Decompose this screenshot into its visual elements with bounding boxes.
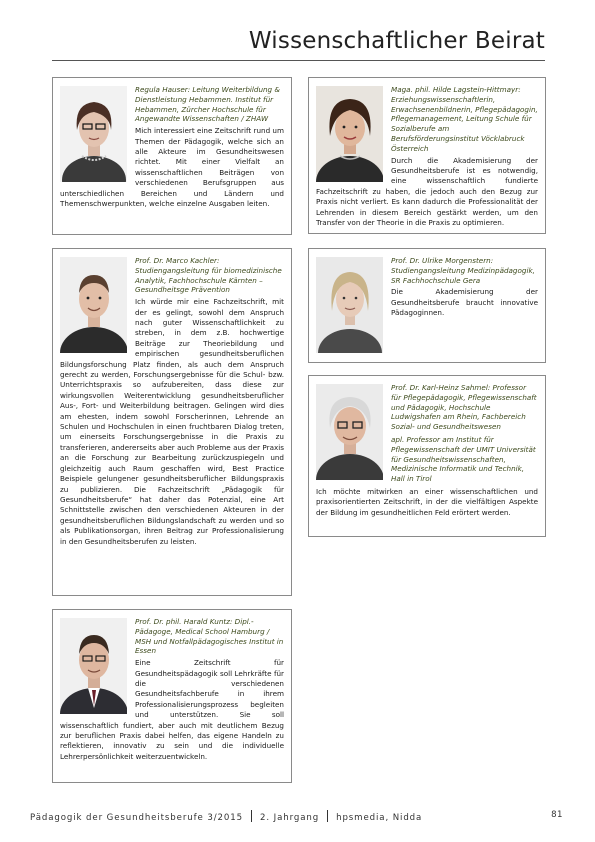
member-role-lagstein: Maga. phil. Hilde Lagstein-Hittmayr: Erziehungswissenschaftlerin, Erwachsenenbildnerin, Pflegepädagogin, Pflegemanagement, Leitung Schule für Sozialberufe am Berufsförderungsinstitut Vöcklabruck Österreich: [391, 85, 538, 153]
member-statement-sahmel: Ich möchte mitwirken an einer wissenschaftlichen und praxisorientierten Zeitschrift, in der die vielfältigen Aspekte der Bildung im gesundheitlichen Feld erörtert werden.: [316, 486, 538, 517]
member-statement-kuntz: Eine Zeitschrift für Gesundheitspädagogik soll Lehrkräfte für die verschiedenen Gesundheitsfachberufe in ihrem Professionalisierungsprozess begleiten und unterstützen. Sie soll wissenschaftlich fundiert, aber auch mit deutlichem Bezug zur beruflichen Praxis dabei helfen, das eigene Handeln zu reflektieren, innovativ zu sein und die individuelle Lehrerpersönlichkeit weiterzuentwickeln.: [60, 658, 284, 761]
member-role-extra-sahmel: apl. Professor am Institut für Pflegewissenschaft der UMIT Universität für Gesundheitswissenschaften, Medizinische Informatik und Technik, Hall in Tirol: [391, 434, 536, 484]
member-card-sahmel: [308, 375, 546, 537]
member-photo-hauser: [60, 86, 127, 182]
member-photo-kachler: [60, 257, 127, 353]
member-card-kuntz: [52, 609, 292, 783]
member-role-morgenstern: Prof. Dr. Ulrike Morgenstern: Studiengangsleitung Medizinpädagogik, SR Fachhochschule Gera: [391, 256, 535, 285]
member-statement-kachler: Ich würde mir eine Fachzeitschrift, mit der es gelingt, sowohl dem Anspruch nach guter Wissenschaftlichkeit zu streben, in dem z.B. hochwertige Beiträge zur Theoriebildung und empirischen gesundheitsberuflichen Bildungsforschung Platz finden, als auch dem Anspruch gerecht zu werden, Forschungsergebnisse für die Schul- bzw. Unterrichtspraxis so aufzubereiten, dass diese zur wirkungsvollen Weiterentwicklung gesundheitsberuflicher Aus-, Fort- und Weiterbildung beitragen. Gelingen wird dies am ehesten, indem sowohl Forscherinnen, Lehrende an Schulen und Hochschulen in einen fruchtbaren Dialog treten, um einerseits Forschungsergebnisse in die Praxis zu transferieren, andererseits aber auch Probleme aus der Praxis an die Forschung zur Bearbeitung zurückzuspiegeln und gleichzeitig auch Raum geschaffen wird, Best Practice Beispiele gelungener gesundheitsberuflicher Bildungspraxis zu publizieren. Die Fachzeitschrift „Pädagogik für Gesundheitsberufe“ hat daher das Potenzial, eine Art Schnittstelle zwischen den verschiedenen Akteuren in der gesundheitsberuflichen Bildungslandschaft zu werden und so als Publikationsorgan, ihren Beitrag zur Professionalisierung in den Gesundheitsberufen zu leisten.: [60, 297, 284, 546]
title-divider: [52, 60, 545, 61]
member-photo-kuntz: [60, 618, 127, 714]
page-title: Wissenschaftlicher Beirat: [248, 28, 545, 54]
member-photo-lagstein: [316, 86, 383, 182]
member-statement-lagstein: Durch die Akademisierung der Gesundheitsberufe ist es notwendig, eine wissenschaftlich fundierte Fachzeitschrift zu haben, die jedoch auch den Bezug zur Praxis nicht verliert. Es kann dadurch die Professionalität der Lehrenden in diesem Bereich gestärkt werden, um den Transfer von der Theorie in die Praxis zu optimieren.: [316, 155, 538, 228]
member-card-hauser: [52, 77, 292, 235]
footer-volume: 2. Jahrgang: [260, 813, 320, 823]
member-photo-morgenstern: [316, 257, 383, 353]
page-number: 81: [551, 810, 563, 820]
footer-journal: Pädagogik der Gesundheitsberufe 3/2015: [30, 813, 243, 823]
member-card-lagstein: [308, 77, 546, 234]
member-photo-sahmel: [316, 384, 383, 480]
footer-separator: [251, 810, 252, 822]
member-statement-hauser: Mich interessiert eine Zeitschrift rund um Themen der Pädagogik, welche sich an alle Akteure im Gesundheitswesen richtet. Mit einer Vielfalt an wissenschaftlichen Beiträgen von verschiedenen Berufsgruppen aus unterschiedlichen Bereichen und Ländern und Themenschwerpunkten, welche einzelne Ausgaben leiten.: [60, 126, 284, 209]
footer-separator: [327, 810, 328, 822]
member-statement-morgenstern: Die Akademisierung der Gesundheitsberufe braucht innovative Pädagoginnen.: [391, 287, 538, 318]
member-role-sahmel: Prof. Dr. Karl-Heinz Sahmel: Professor für Pflegepädagogik, Pflegewissenschaft und Pädagogik, Hochschule Ludwigshafen am Rhein, Fachbereich Sozial- und Gesundheitswesen: [391, 383, 537, 432]
member-card-kachler: [52, 248, 292, 596]
member-role-kuntz: Prof. Dr. phil. Harald Kuntz: Dipl.-Pädagoge, Medical School Hamburg / MSH und Notfallpädagogisches Institut in Essen: [135, 617, 284, 656]
member-card-morgenstern: [308, 248, 546, 363]
member-role-hauser: Regula Hauser: Leitung Weiterbildung & Dienstleistung Hebammen. Institut für Hebammen, Zürcher Hochschule für Angewandte Wissenschaften / ZHAW: [135, 85, 281, 124]
member-role-kachler: Prof. Dr. Marco Kachler: Studiengangsleitung für biomedizinische Analytik, Fachhochschule Kärnten – Gesundheitsge Prävention: [135, 256, 282, 295]
footer-publisher: hpsmedia, Nidda: [336, 813, 423, 823]
page-footer: [30, 810, 563, 823]
